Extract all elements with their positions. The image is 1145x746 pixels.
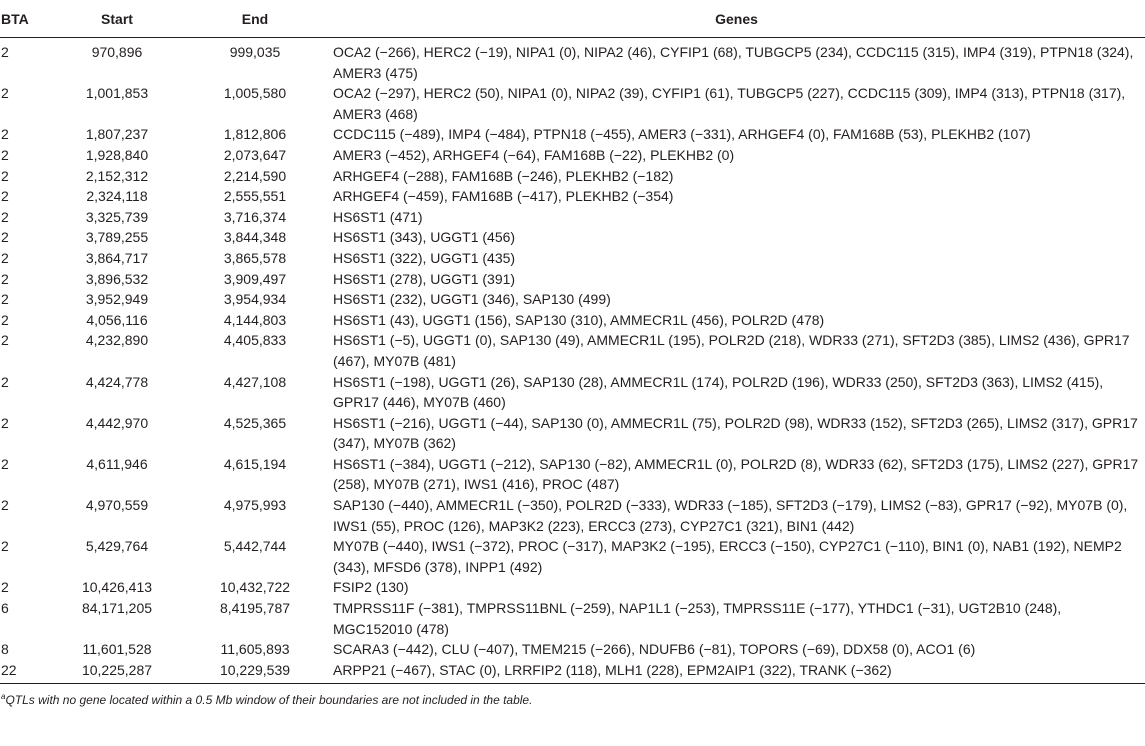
- cell-bta: 2: [1, 85, 9, 102]
- cell-start: 4,970,559: [85, 497, 149, 514]
- table-row: [0, 536, 1145, 577]
- table-row: [0, 577, 1145, 598]
- cell-genes: OCA2 (−266), HERC2 (−19), NIPA1 (0), NIPA2 (46), CYFIP1 (68), TUBGCP5 (234), CCDC115 (315), IMP4 (319), PTPN18 (324), AMER3 (475): [333, 44, 1134, 81]
- cell-start: 3,952,949: [85, 291, 149, 308]
- cell-start: 2,152,312: [85, 167, 149, 184]
- cell-end: 11,605,893: [220, 641, 290, 658]
- cell-end: 4,427,108: [223, 373, 287, 390]
- table-row: [0, 124, 1145, 145]
- cell-end: 5,442,744: [223, 538, 287, 555]
- table-body: [0, 38, 1145, 681]
- cell-start: 1,928,840: [85, 146, 149, 163]
- cell-start: 4,424,778: [85, 373, 149, 390]
- cell-start: 10,225,287: [81, 661, 153, 678]
- cell-genes: ARHGEF4 (−288), FAM168B (−246), PLEKHB2 (−182): [333, 167, 674, 184]
- cell-bta: 2: [1, 44, 9, 60]
- table-row: [0, 639, 1145, 660]
- cell-bta: 2: [1, 146, 9, 163]
- cell-genes: HS6ST1 (−5), UGGT1 (0), SAP130 (49), AMMECR1L (195), POLR2D (218), WDR33 (271), SFT2D3 (385), LIMS2 (436), GPR17 (467), MY07B (481): [333, 332, 1130, 369]
- header-genes: Genes: [328, 0, 1145, 38]
- cell-bta: 2: [1, 291, 9, 308]
- cell-start: 3,789,255: [85, 229, 149, 246]
- cell-end: 2,214,590: [223, 167, 287, 184]
- cell-bta: 2: [1, 270, 9, 287]
- header-start: Start: [52, 0, 182, 38]
- footnote-text: QTLs with no gene located within a 0.5 Mb window of their boundaries are not included in the table.: [5, 693, 533, 708]
- table-row: [0, 372, 1145, 413]
- cell-start: 10,426,413: [81, 579, 153, 596]
- header-bta: BTA: [0, 0, 52, 38]
- cell-end: 3,909,497: [223, 270, 287, 287]
- header-end: End: [182, 0, 328, 38]
- cell-genes: HS6ST1 (−198), UGGT1 (26), SAP130 (28), AMMECR1L (174), POLR2D (196), WDR33 (250), SFT2D3 (363), LIMS2 (415), GPR17 (446), MY07B (460): [333, 373, 1104, 411]
- cell-bta: 2: [1, 373, 9, 390]
- cell-end: 3,844,348: [223, 229, 287, 246]
- cell-end: 4,144,803: [223, 311, 287, 328]
- table-row: [0, 83, 1145, 124]
- cell-start: 1,001,853: [85, 85, 149, 102]
- cell-end: 2,555,551: [223, 188, 287, 205]
- cell-end: 3,716,374: [223, 208, 287, 225]
- cell-start: 970,896: [91, 44, 143, 60]
- cell-genes: CCDC115 (−489), IMP4 (−484), PTPN18 (−455), AMER3 (−331), ARHGEF4 (0), FAM168B (53), PLEKHB2 (107): [333, 126, 1031, 143]
- footnote-marker: a: [1, 692, 6, 702]
- table-row: [0, 660, 1145, 681]
- cell-end: 3,954,934: [223, 291, 287, 308]
- cell-bta: 2: [1, 579, 9, 596]
- cell-end: 8,4195,787: [219, 600, 291, 617]
- cell-genes: ARPP21 (−467), STAC (0), LRRFIP2 (118), MLH1 (228), EPM2AIP1 (322), TRANK (−362): [333, 661, 892, 678]
- cell-genes: HS6ST1 (471): [333, 208, 423, 225]
- table-row: [0, 166, 1145, 187]
- cell-start: 11,601,528: [82, 641, 152, 658]
- cell-genes: HS6ST1 (278), UGGT1 (391): [333, 270, 516, 287]
- cell-genes: HS6ST1 (322), UGGT1 (435): [333, 249, 516, 266]
- cell-start: 4,232,890: [85, 332, 149, 349]
- cell-start: 3,864,717: [85, 249, 149, 266]
- cell-bta: 2: [1, 497, 9, 514]
- cell-start: 4,056,116: [86, 311, 148, 328]
- cell-bta: 6: [1, 600, 9, 617]
- table-footnote: [0, 684, 1145, 707]
- cell-start: 4,611,946: [86, 455, 148, 472]
- table-row: [0, 145, 1145, 166]
- cell-genes: HS6ST1 (−384), UGGT1 (−212), SAP130 (−82), AMMECR1L (0), POLR2D (8), WDR33 (62), SFT2D3 (175), LIMS2 (227), GPR17 (258), MY07B (271), IWS1 (416), PROC (487): [333, 455, 1139, 493]
- cell-start: 1,807,237: [85, 126, 149, 143]
- table-row: [0, 207, 1145, 228]
- table-row: [0, 454, 1145, 495]
- cell-end: 10,229,539: [219, 661, 291, 678]
- cell-bta: 2: [1, 188, 9, 205]
- cell-start: 3,896,532: [85, 270, 149, 287]
- cell-genes: ARHGEF4 (−459), FAM168B (−417), PLEKHB2 (−354): [333, 188, 674, 205]
- table-row: [0, 289, 1145, 310]
- table-row: [0, 330, 1145, 371]
- cell-genes: HS6ST1 (43), UGGT1 (156), SAP130 (310), AMMECR1L (456), POLR2D (478): [333, 311, 825, 328]
- cell-genes: TMPRSS11F (−381), TMPRSS11BNL (−259), NAP1L1 (−253), TMPRSS11E (−177), YTHDC1 (−31), UGT2B10 (248), MGC152010 (478): [333, 600, 1062, 637]
- cell-start: 84,171,205: [81, 600, 153, 617]
- cell-start: 5,429,764: [85, 538, 149, 555]
- table-row: [0, 598, 1145, 639]
- cell-end: 2,073,647: [223, 146, 287, 163]
- cell-start: 4,442,970: [85, 414, 149, 431]
- cell-genes: HS6ST1 (343), UGGT1 (456): [333, 229, 516, 246]
- cell-start: 2,324,118: [86, 188, 148, 205]
- cell-end: 4,405,833: [223, 332, 287, 349]
- cell-end: 4,975,993: [223, 497, 287, 514]
- cell-bta: 2: [1, 249, 9, 266]
- table-row: [0, 310, 1145, 331]
- table-row: [0, 413, 1145, 454]
- cell-bta: 2: [1, 167, 9, 184]
- cell-end: 1,005,580: [223, 85, 287, 102]
- cell-genes: MY07B (−440), IWS1 (−372), PROC (−317), MAP3K2 (−195), ERCC3 (−150), CYP27C1 (−110), BIN1 (0), NAB1 (192), NEMP2 (343), MFSD6 (378), INPP1 (492): [333, 538, 1122, 575]
- cell-bta: 2: [1, 126, 9, 143]
- cell-genes: AMER3 (−452), ARHGEF4 (−64), FAM168B (−22), PLEKHB2 (0): [333, 146, 735, 163]
- cell-genes: SCARA3 (−442), CLU (−407), TMEM215 (−266), NDUFB6 (−81), TOPORS (−69), DDX58 (0), ACO1 (6): [333, 641, 976, 658]
- header-row: [0, 0, 1145, 38]
- cell-bta: 2: [1, 414, 9, 431]
- cell-genes: HS6ST1 (232), UGGT1 (346), SAP130 (499): [333, 291, 611, 308]
- table-row: [0, 38, 1145, 84]
- cell-end: 3,865,578: [223, 249, 287, 266]
- cell-end: 10,432,722: [219, 579, 291, 596]
- cell-end: 4,615,194: [223, 455, 287, 472]
- cell-bta: 2: [1, 455, 9, 472]
- cell-bta: 2: [1, 311, 9, 328]
- cell-bta: 22: [1, 661, 17, 678]
- cell-bta: 2: [1, 208, 9, 225]
- cell-end: 4,525,365: [223, 414, 287, 431]
- cell-start: 3,325,739: [85, 208, 149, 225]
- cell-end: 1,812,806: [223, 126, 287, 143]
- cell-genes: FSIP2 (130): [333, 579, 409, 596]
- table-row: [0, 269, 1145, 290]
- table-row: [0, 186, 1145, 207]
- cell-genes: HS6ST1 (−216), UGGT1 (−44), SAP130 (0), AMMECR1L (75), POLR2D (98), WDR33 (152), SFT2D3 (265), LIMS2 (317), GPR17 (347), MY07B (362): [333, 414, 1138, 452]
- table-row: [0, 248, 1145, 269]
- cell-genes: SAP130 (−440), AMMECR1L (−350), POLR2D (−333), WDR33 (−185), SFT2D3 (−179), LIMS2 (−83), GPR17 (−92), MY07B (0), IWS1 (55), PROC (126), MAP3K2 (223), ERCC3 (273), CYP27C1 (321), BIN1 (442): [333, 497, 1128, 534]
- cell-bta: 2: [1, 332, 9, 349]
- table-row: [0, 227, 1145, 248]
- table-row: [0, 495, 1145, 536]
- cell-genes: OCA2 (−297), HERC2 (50), NIPA1 (0), NIPA2 (39), CYFIP1 (61), TUBGCP5 (227), CCDC115 (309), IMP4 (313), PTPN18 (317), AMER3 (468): [333, 85, 1126, 122]
- cell-bta: 2: [1, 229, 9, 246]
- cell-bta: 2: [1, 538, 9, 555]
- cell-end: 999,035: [229, 44, 281, 60]
- cell-bta: 8: [1, 641, 9, 658]
